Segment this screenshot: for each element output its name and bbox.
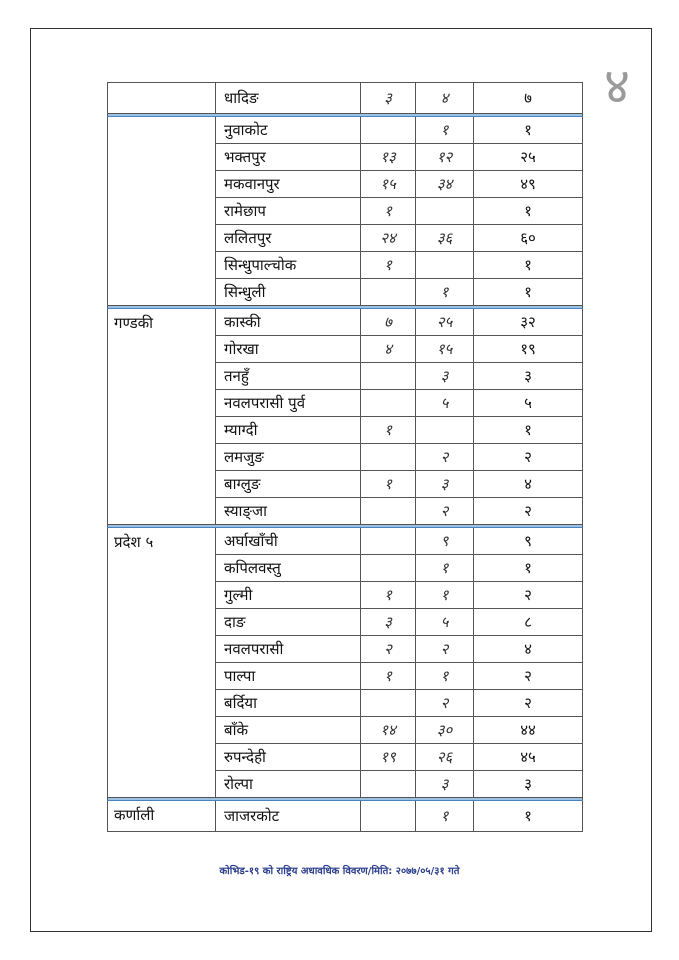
district-cell: गोरखा	[216, 336, 361, 363]
table-row	[108, 309, 583, 336]
total-cell: ५	[474, 390, 583, 417]
table-row	[108, 117, 583, 144]
total-cell: ३	[474, 363, 583, 390]
total-cell: ४९	[474, 171, 583, 198]
count-cell-2: २	[416, 636, 474, 663]
total-cell: ७	[474, 83, 583, 114]
count-cell-1: १	[361, 582, 416, 609]
count-cell-2: ३	[416, 363, 474, 390]
count-cell-2: २	[416, 498, 474, 525]
count-cell-1: २४	[361, 225, 416, 252]
count-cell-1: १	[361, 417, 416, 444]
total-cell: २	[474, 498, 583, 525]
count-cell-2: १	[416, 117, 474, 144]
table-row	[108, 83, 583, 114]
district-cell: तनहुँ	[216, 363, 361, 390]
total-cell: ४४	[474, 717, 583, 744]
total-cell: २	[474, 690, 583, 717]
count-cell-2: २६	[416, 744, 474, 771]
count-cell-2	[416, 252, 474, 279]
total-cell: २५	[474, 144, 583, 171]
district-cell: नवलपरासी पुर्व	[216, 390, 361, 417]
count-cell-2: १	[416, 555, 474, 582]
district-cell: कास्की	[216, 309, 361, 336]
count-cell-2	[416, 198, 474, 225]
count-cell-1: २	[361, 636, 416, 663]
total-cell: ४५	[474, 744, 583, 771]
district-cell: रामेछाप	[216, 198, 361, 225]
count-cell-1	[361, 528, 416, 555]
total-cell: ३	[474, 771, 583, 798]
district-cell: गुल्मी	[216, 582, 361, 609]
district-cell: सिन्धुली	[216, 279, 361, 306]
total-cell: ४	[474, 471, 583, 498]
count-cell-1: १	[361, 663, 416, 690]
count-cell-1: ७	[361, 309, 416, 336]
district-cell: बाग्लुङ	[216, 471, 361, 498]
count-cell-1	[361, 498, 416, 525]
count-cell-1	[361, 117, 416, 144]
district-cell: मकवानपुर	[216, 171, 361, 198]
count-cell-1: १	[361, 198, 416, 225]
count-cell-2: ९	[416, 528, 474, 555]
count-cell-1	[361, 390, 416, 417]
district-cell: लमजुङ	[216, 444, 361, 471]
district-cell: बाँके	[216, 717, 361, 744]
total-cell: ३२	[474, 309, 583, 336]
count-cell-1: १९	[361, 744, 416, 771]
count-cell-2: २	[416, 690, 474, 717]
total-cell: ९	[474, 528, 583, 555]
count-cell-2: १	[416, 801, 474, 832]
count-cell-2: ३	[416, 471, 474, 498]
total-cell: २	[474, 663, 583, 690]
total-cell: ६०	[474, 225, 583, 252]
district-cell: अर्घाखाँची	[216, 528, 361, 555]
count-cell-2: १२	[416, 144, 474, 171]
count-cell-2: १	[416, 279, 474, 306]
total-cell: १	[474, 801, 583, 832]
count-cell-2: १५	[416, 336, 474, 363]
count-cell-1	[361, 771, 416, 798]
count-cell-1: ३	[361, 609, 416, 636]
count-cell-2: ३४	[416, 171, 474, 198]
count-cell-2: २	[416, 444, 474, 471]
province-cell: कर्णाली	[108, 801, 216, 832]
count-cell-1	[361, 801, 416, 832]
count-cell-1: १	[361, 471, 416, 498]
total-cell: १९	[474, 336, 583, 363]
count-cell-2: ३०	[416, 717, 474, 744]
total-cell: १	[474, 117, 583, 144]
district-cell: दाङ	[216, 609, 361, 636]
total-cell: ४	[474, 636, 583, 663]
total-cell: १	[474, 555, 583, 582]
district-cell: सिन्धुपाल्चोक	[216, 252, 361, 279]
table-body	[108, 83, 583, 832]
count-cell-1: १४	[361, 717, 416, 744]
province-cell	[108, 117, 216, 306]
total-cell: १	[474, 198, 583, 225]
count-cell-1: १	[361, 252, 416, 279]
count-cell-2	[416, 417, 474, 444]
table-row	[108, 801, 583, 832]
count-cell-2: २५	[416, 309, 474, 336]
count-cell-1	[361, 555, 416, 582]
district-cell: भक्तपुर	[216, 144, 361, 171]
district-cell: नवलपरासी	[216, 636, 361, 663]
total-cell: १	[474, 417, 583, 444]
district-cell: कपिलवस्तु	[216, 555, 361, 582]
table-row	[108, 528, 583, 555]
district-cell: रोल्पा	[216, 771, 361, 798]
total-cell: ८	[474, 609, 583, 636]
district-cell: पाल्पा	[216, 663, 361, 690]
page-number: ४	[604, 57, 630, 115]
province-cell: प्रदेश ५	[108, 528, 216, 798]
district-cell: नुवाकोट	[216, 117, 361, 144]
district-cell: स्याङ्जा	[216, 498, 361, 525]
count-cell-2: ४	[416, 83, 474, 114]
count-cell-1: ३	[361, 83, 416, 114]
count-cell-1	[361, 279, 416, 306]
district-cell: बर्दिया	[216, 690, 361, 717]
district-cases-table	[107, 82, 583, 832]
count-cell-1	[361, 363, 416, 390]
count-cell-2: १	[416, 663, 474, 690]
footer-caption: कोभिड-१९ को राष्ट्रिय अधावधिक विवरण/मिति: २०७७/०५/३१ गते	[219, 866, 460, 877]
district-cell: जाजरकोट	[216, 801, 361, 832]
total-cell: १	[474, 279, 583, 306]
total-cell: २	[474, 444, 583, 471]
count-cell-2: १	[416, 582, 474, 609]
province-cell: गण्डकी	[108, 309, 216, 525]
count-cell-1	[361, 690, 416, 717]
province-cell	[108, 83, 216, 114]
count-cell-2: ५	[416, 390, 474, 417]
count-cell-1: १३	[361, 144, 416, 171]
total-cell: १	[474, 252, 583, 279]
count-cell-1: ४	[361, 336, 416, 363]
district-cell: ललितपुर	[216, 225, 361, 252]
district-cell: रुपन्देही	[216, 744, 361, 771]
district-cell: म्याग्दी	[216, 417, 361, 444]
count-cell-2: ३६	[416, 225, 474, 252]
count-cell-2: ३	[416, 771, 474, 798]
district-cell: धादिङ	[216, 83, 361, 114]
total-cell: २	[474, 582, 583, 609]
count-cell-1: १५	[361, 171, 416, 198]
count-cell-2: ५	[416, 609, 474, 636]
count-cell-1	[361, 444, 416, 471]
